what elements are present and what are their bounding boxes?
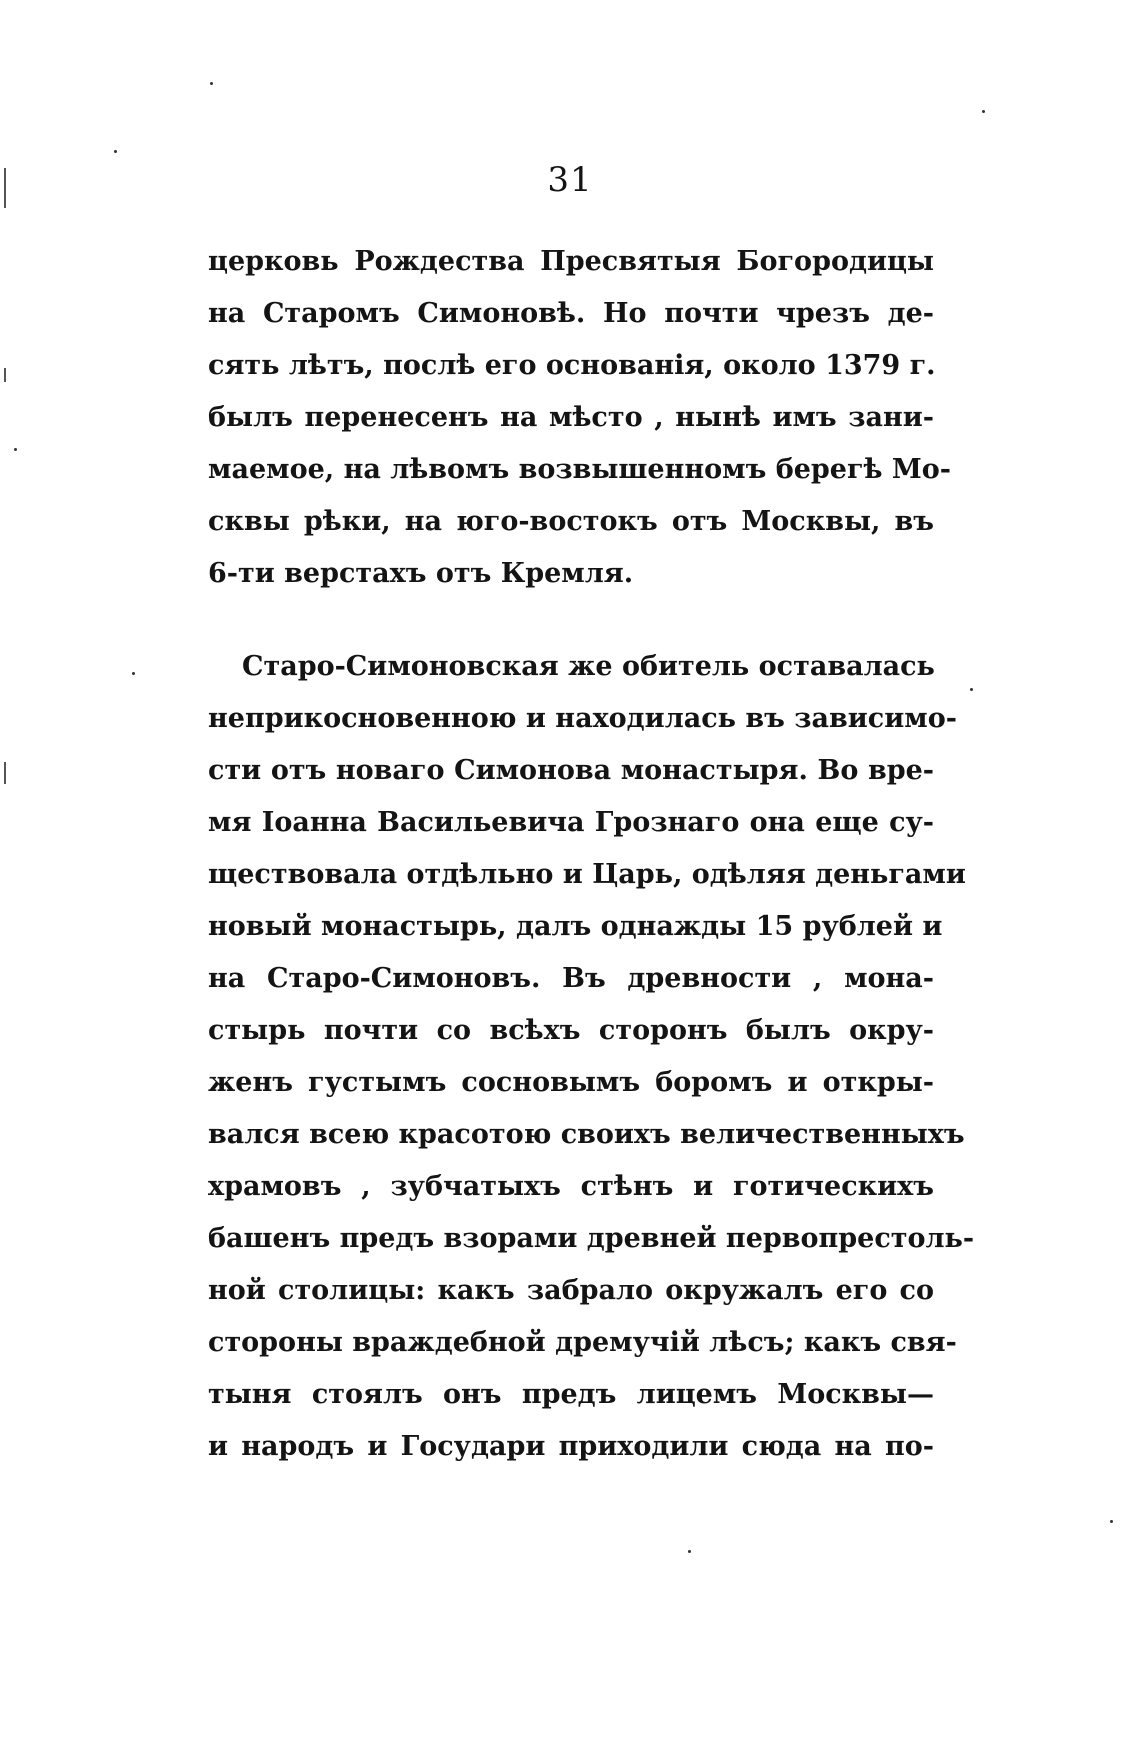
text-line: на Старомъ Симоновѣ. Но почти чрезъ де- [208,298,934,329]
text-line: новый монастырь, далъ однажды 15 рублей и [208,911,943,942]
text-line: тыня стоялъ онъ предъ лицемъ Москвы— [208,1379,934,1410]
text-line: стырь почти со всѣхъ сторонъ былъ окру- [208,1015,934,1046]
scan-edge-mark [4,368,6,382]
text-line: и народъ и Государи приходили сюда на по- [208,1431,934,1462]
text-line: башенъ предъ взорами древней первопрестоль- [208,1223,975,1254]
paragraph-2 [208,641,975,1473]
page-number: 31 [547,160,593,200]
scan-speck [132,672,135,675]
text-line: ществовала отдѣльно и Царь, одѣляя деньгами [208,859,966,890]
scan-speck [970,688,973,691]
text-line: сти отъ новаго Симонова монастыря. Во вре- [208,755,934,786]
text-line: Старо-Симоновская же обитель оставалась [242,651,935,682]
text-line: женъ густымъ сосновымъ боромъ и откры- [208,1067,934,1098]
scan-speck [688,1550,691,1553]
text-line: 6-ти верстахъ отъ Кремля. [208,558,634,589]
scan-speck [1110,1520,1113,1523]
text-line: стороны враждебной дремучій лѣсъ; какъ свя- [208,1327,957,1358]
text-line: мя Іоанна Васильевича Грознаго она еще су- [208,807,934,838]
text-line: неприкосновенною и находилась въ зависимо- [208,703,957,734]
scan-edge-mark [4,762,6,784]
text-line: храмовъ , зубчатыхъ стѣнъ и готическихъ [208,1171,934,1202]
text-line: церковь Рождества Пресвятыя Богородицы [208,246,934,277]
scan-speck [982,110,985,113]
scan-speck [114,150,117,153]
text-line: сять лѣтъ, послѣ его основанія, около 1379 г. [208,350,936,381]
text-line: вался всею красотою своихъ величественныхъ [208,1119,965,1150]
scan-speck [210,82,213,85]
text-line: маемое, на лѣвомъ возвышенномъ берегѣ Мо- [208,454,951,485]
scan-speck [14,448,17,451]
text-line: ной столицы: какъ забрало окружалъ его со [208,1275,934,1306]
paragraph-1 [208,236,951,600]
text-line: сквы рѣки, на юго-востокъ отъ Москвы, въ [208,506,934,537]
text-line: былъ перенесенъ на мѣсто , нынѣ имъ зани- [208,402,934,433]
text-line: на Старо-Симоновъ. Въ древности , мона- [208,963,934,994]
